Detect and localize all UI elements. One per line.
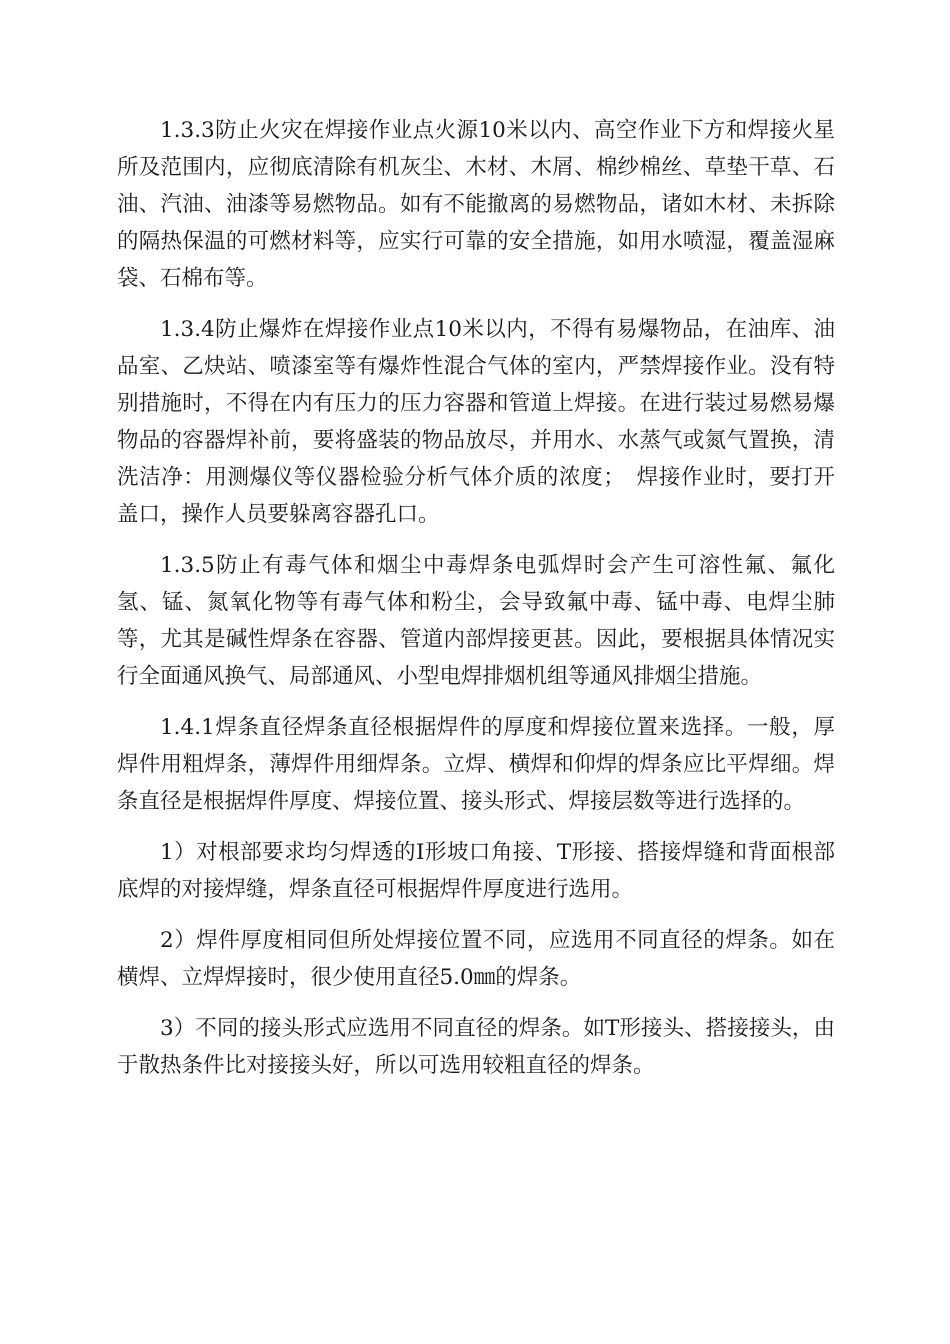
- paragraph-item-2: 2）焊件厚度相同但所处焊接位置不同，应选用不同直径的焊条。如在横焊、立焊焊接时，很少使用直径5.0㎜的焊条。: [117, 928, 835, 990]
- document-body: [117, 112, 835, 1098]
- paragraph-toxic-gas-prevention: 1.3.5防止有毒气体和烟尘中毒焊条电弧焊时会产生可溶性氟、氟化氢、锰、氮氧化物等有毒气体和粉尘，会导致氟中毒、锰中毒、电焊尘肺等，尤其是碱性焊条在容器、管道内部焊接更甚。因此，要根据具体情况实行全面通风换气、局部通风、小型电焊排烟机组等通风排烟尘措施。: [117, 553, 835, 689]
- paragraph-item-1: 1）对根部要求均匀焊透的I形坡口角接、T形接、搭接焊缝和背面根部底焊的对接焊缝，焊条直径可根据焊件厚度进行选用。: [117, 840, 835, 902]
- paragraph-explosion-prevention: 1.3.4防止爆炸在焊接作业点10米以内，不得有易爆物品，在油库、油品室、乙炔站、喷漆室等有爆炸性混合气体的室内，严禁焊接作业。没有特别措施时，不得在内有压力的压力容器和管道上焊接。在进行装过易燃易爆物品的容器焊补前，要将盛装的物品放尽，并用水、水蒸气或氮气置换，清洗洁净：用测爆仪等仪器检验分析气体介质的浓度； 焊接作业时，要打开盖口，操作人员要躲离容器孔口。: [117, 317, 835, 527]
- paragraph-fire-prevention: 1.3.3防止火灾在焊接作业点火源10米以内、高空作业下方和焊接火星所及范围内，应彻底清除有机灰尘、木材、木屑、棉纱棉丝、草垫干草、石油、汽油、油漆等易燃物品。如有不能撤离的易燃物品，诸如木材、未拆除的隔热保温的可燃材料等，应实行可靠的安全措施，如用水喷湿，覆盖湿麻袋、石棉布等。: [117, 118, 835, 291]
- paragraph-item-3: 3）不同的接头形式应选用不同直径的焊条。如T形接头、搭接接头，由于散热条件比对接接头好，所以可选用较粗直径的焊条。: [117, 1016, 835, 1078]
- paragraph-electrode-diameter: 1.4.1焊条直径焊条直径根据焊件的厚度和焊接位置来选择。一般，厚焊件用粗焊条，薄焊件用细焊条。立焊、横焊和仰焊的焊条应比平焊细。焊条直径是根据焊件厚度、焊接位置、接头形式、焊接层数等进行选择的。: [117, 715, 835, 814]
